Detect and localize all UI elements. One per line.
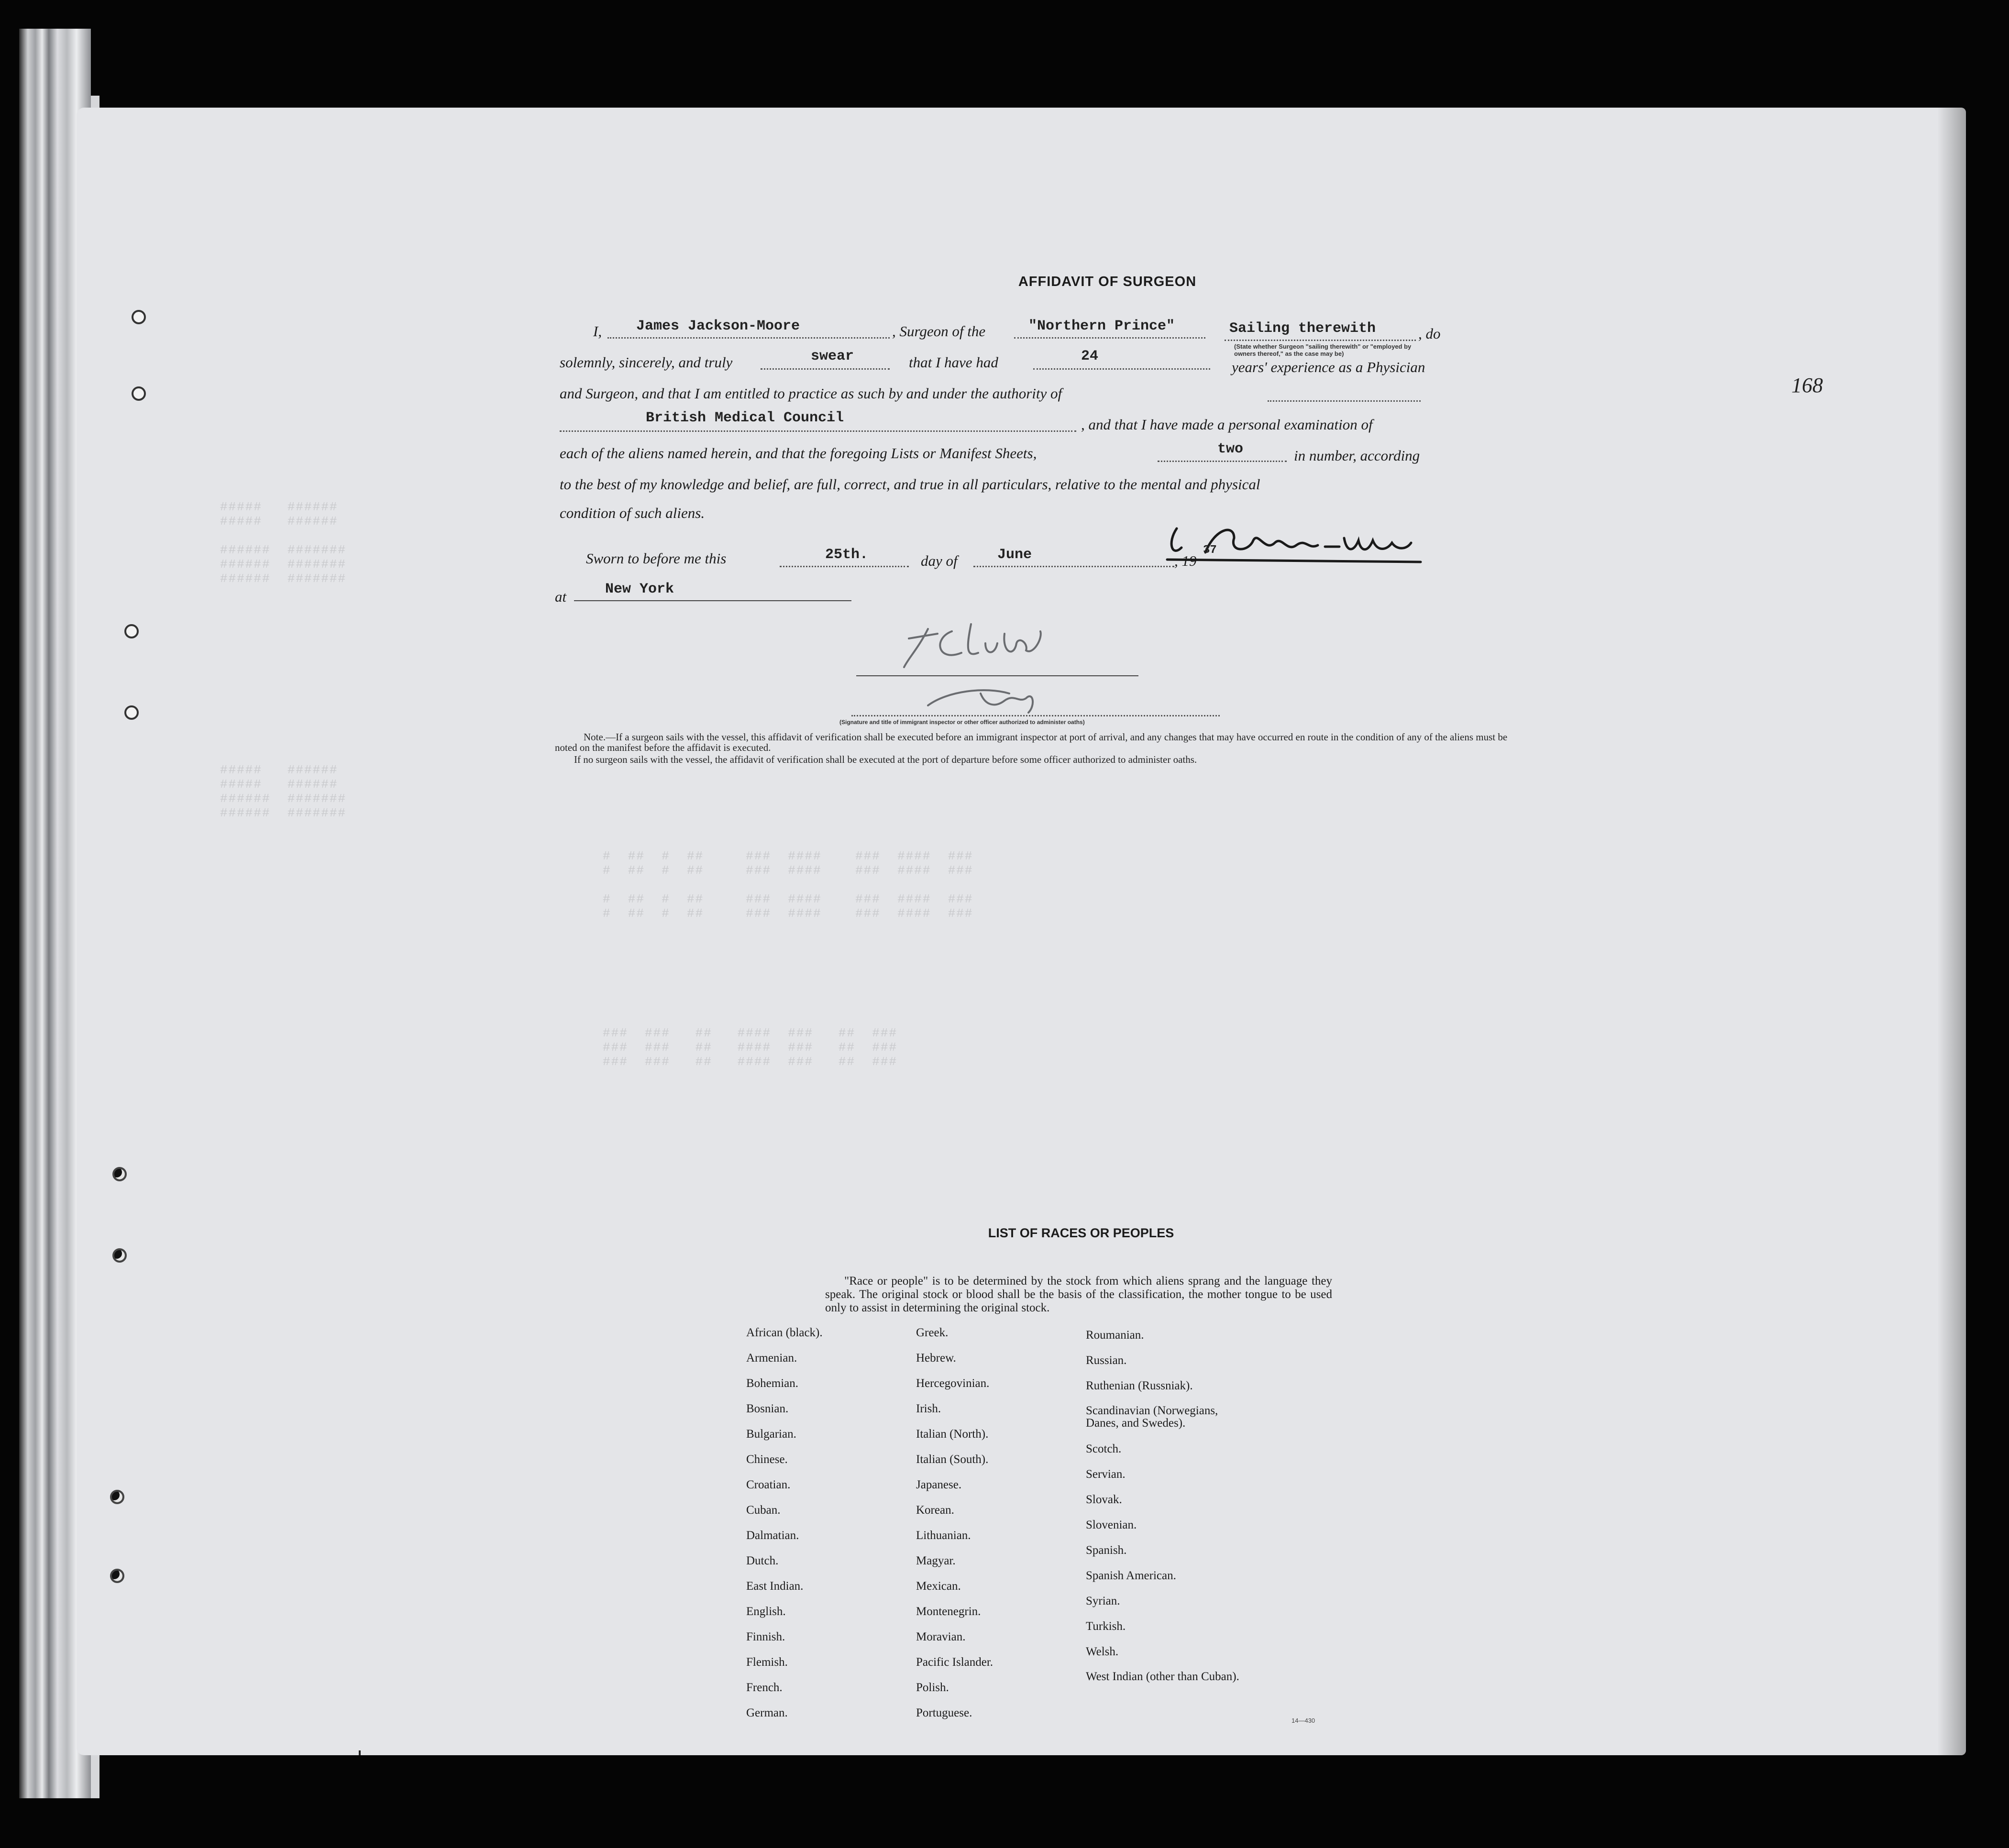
bleed-through-text: ### ### ## #### ### ## ### ### ### ## #### ### ## ### ### ### ## #### ### ## ### bbox=[603, 1026, 898, 1069]
race-item: East Indian. bbox=[746, 1580, 804, 1593]
inspector-caption: (Signature and title of immigrant inspector or other officer authorized to administer oaths) bbox=[839, 719, 1085, 726]
race-item: Hercegovinian. bbox=[916, 1377, 990, 1390]
race-item: Korean. bbox=[916, 1504, 954, 1517]
sworn-year: 37 bbox=[1203, 544, 1217, 557]
page-number: 168 bbox=[1791, 374, 1823, 397]
punch-hole bbox=[112, 1167, 127, 1181]
sworn-month: June bbox=[997, 547, 1032, 563]
race-item: Syrian. bbox=[1086, 1595, 1120, 1607]
race-item: Greek. bbox=[916, 1326, 949, 1339]
race-item: Polish. bbox=[916, 1681, 949, 1694]
affidavit-note: If no surgeon sails with the vessel, the affidavit of verification shall be executed at the port of departure before some officer authorized to administer oaths. bbox=[574, 754, 1197, 765]
race-item: Italian (South). bbox=[916, 1453, 989, 1466]
punch-hole bbox=[112, 1248, 127, 1263]
race-item: Croatian. bbox=[746, 1478, 791, 1491]
race-item: Cuban. bbox=[746, 1504, 781, 1517]
race-item: Magyar. bbox=[916, 1554, 956, 1567]
race-item: Armenian. bbox=[746, 1352, 797, 1364]
inspector-signature bbox=[851, 610, 1148, 717]
oath-type: swear bbox=[811, 348, 854, 364]
race-item: Scotch. bbox=[1086, 1442, 1122, 1455]
years-experience: 24 bbox=[1081, 348, 1099, 364]
punch-hole bbox=[110, 1490, 124, 1504]
surgeon-signature bbox=[1162, 519, 1430, 574]
race-item: Spanish. bbox=[1086, 1544, 1127, 1557]
race-item: Bohemian. bbox=[746, 1377, 799, 1390]
race-item: Pacific Islander. bbox=[916, 1656, 993, 1669]
race-item: Japanese. bbox=[916, 1478, 962, 1491]
race-item: English. bbox=[746, 1605, 786, 1618]
race-item: Irish. bbox=[916, 1402, 941, 1415]
race-item: Finnish. bbox=[746, 1630, 785, 1643]
race-item: Dutch. bbox=[746, 1554, 779, 1567]
race-item: Chinese. bbox=[746, 1453, 788, 1466]
race-item: Italian (North). bbox=[916, 1428, 989, 1441]
race-item: Montenegrin. bbox=[916, 1605, 981, 1618]
race-item: Mexican. bbox=[916, 1580, 961, 1593]
bleed-through-text: ##### ###### ##### ###### ###### ####### ###### ####### bbox=[220, 763, 347, 820]
race-item: French. bbox=[746, 1681, 783, 1694]
race-item: Lithuanian. bbox=[916, 1529, 971, 1542]
punch-hole bbox=[110, 1569, 124, 1583]
races-title: LIST OF RACES OR PEOPLES bbox=[988, 1226, 1174, 1240]
surgeon-status: Sailing therewith bbox=[1229, 320, 1376, 337]
sheet-count: two bbox=[1217, 441, 1244, 457]
races-column-1 bbox=[746, 1320, 823, 1726]
pencil-mark bbox=[359, 1750, 361, 1755]
race-item: Spanish American. bbox=[1086, 1569, 1176, 1582]
sworn-day: 25th. bbox=[825, 547, 869, 563]
punch-hole bbox=[132, 310, 146, 324]
race-item: Slovenian. bbox=[1086, 1518, 1137, 1531]
race-item: Slovak. bbox=[1086, 1493, 1122, 1506]
races-column-2 bbox=[916, 1320, 993, 1726]
punch-hole bbox=[124, 705, 139, 720]
race-item: Bulgarian. bbox=[746, 1428, 796, 1441]
race-item: Russian. bbox=[1086, 1354, 1127, 1367]
form-code: 14—430 bbox=[1292, 1717, 1315, 1724]
race-item: Portuguese. bbox=[916, 1706, 972, 1719]
races-column-3 bbox=[1086, 1322, 1244, 1690]
race-item: Servian. bbox=[1086, 1468, 1126, 1481]
race-item: Flemish. bbox=[746, 1656, 788, 1669]
race-item: Turkish. bbox=[1086, 1620, 1126, 1633]
race-item: Dalmatian. bbox=[746, 1529, 799, 1542]
affidavit-title: AFFIDAVIT OF SURGEON bbox=[1018, 274, 1197, 289]
race-item: Welsh. bbox=[1086, 1645, 1119, 1658]
race-item: German. bbox=[746, 1706, 788, 1719]
race-item: Scandinavian (Norwegians, Danes, and Swedes). bbox=[1086, 1404, 1218, 1430]
race-item: Bosnian. bbox=[746, 1402, 789, 1415]
race-item: Roumanian. bbox=[1086, 1329, 1144, 1342]
surgeon-name: James Jackson-Moore bbox=[636, 318, 800, 334]
licensing-authority: British Medical Council bbox=[646, 410, 844, 426]
race-item: African (black). bbox=[746, 1326, 823, 1339]
race-item: Moravian. bbox=[916, 1630, 966, 1643]
race-item: Hebrew. bbox=[916, 1352, 956, 1364]
status-note: (State whether Surgeon "sailing therewith" or "employed by owners thereof," as the case may be) bbox=[1234, 343, 1412, 357]
races-intro: "Race or people" is to be determined by the stock from which aliens sprang and the language they speak. The original stock or blood shall be the basis of the classification, the mother tongue to be used only to assist in determining the original stock. bbox=[825, 1275, 1332, 1314]
affidavit-note: Note.—If a surgeon sails with the vessel, this affidavit of verification shall be executed before an immigrant inspector at port of arrival, and any changes that may have occurred en route in the condition of any of the aliens must be noted on the manifest before the affidavit is executed. bbox=[555, 731, 1508, 753]
ship-name: "Northern Prince" bbox=[1028, 318, 1175, 334]
sworn-place: New York bbox=[605, 581, 674, 597]
punch-hole bbox=[132, 386, 146, 401]
manifest-page: ##### ###### ##### ###### ###### ####### ###### ####### ###### ####### ##### ###### ##### ###### ###### ####### ###### ####### # ## # ## ### #### ### #### ### # ## # ## ### #### ### #### ### # ## # ## ### #### ### #### ### # ## # ## ### #### ### #### ### ### ### ## #### ### ## ### ### ### ## #### ### ## ### ### ### ## #### ### ## ### AFFIDAVIT OF SURGEON I, James Jackson-Moore , Surgeon of the "Northern Prince" Sailing therewith , do (State whether Surgeon "sailing therewith" or "employed by owners thereof," as the case may be) solemnly, sincerely, and truly swear that I have had 24 years' experience as a Physician and Surgeon, and that I am entitled to practice as such by and under the authority of British Medical Council , and that I have made a personal examination of each of the aliens named herein, and that the foregoing Lists or Manifest Sheets, two in number, according to the best of my knowledge and belief, are full, correct, and true in all particulars, relative to the mental and physical condition of such aliens. Sworn to before me this 25th. day of June , 19 37 at New York (Signature and title of immigrant inspector or other officer authorized to administer oaths) Note.—If a surgeon sails with the vessel, this affidavit of verification shall be executed before an immigrant inspector at port of arrival, and any changes that may have occurred en route in the condition of any of the aliens must be noted on the manifest before the affidavit is executed. If no surgeon sails with the vessel, the affidavit of verification shall be executed at the port of departure before some officer authorized to administer oaths. 168 LIST OF RACES OR PEOPLES "Race or people" is to be determined by the stock from which aliens sprang and the language they speak. The original stock or blood shall be the basis of the classification, the mother tongue to be used only to assist in determining the original stock. African (black). Armenian. Bohemian. Bosnian. Bulgarian. Chinese. Croatian. Cuban. Dalmatian. Dutch. East Indian. English. Finnish. Flemish. French. German. Greek. Hebrew. Hercegovinian. Irish. Italian (North). Italian (South). Japanese. Korean. Lithuanian. Magyar. Mexican. Montenegrin. Moravian. Pacific Islander. Polish. Portuguese. Roumanian. Russian. Ruthenian (Russniak). Scandinavian (Norwegians, Danes, and Swedes). Scotch. Servian. Slovak. Slovenian. Spanish. Spanish American. Syrian. Turkish. Welsh. West Indian (other than Cuban). 14—430 bbox=[77, 108, 1966, 1755]
race-item: West Indian (other than Cuban). bbox=[1086, 1670, 1239, 1683]
punch-hole bbox=[124, 624, 139, 638]
bleed-through-text: # ## # ## ### #### ### #### ### # ## # ## ### #### ### #### ### # ## # ## ### #### ### #### ### # ## # ## ### #### ### #### ### bbox=[603, 849, 973, 921]
race-item: Ruthenian (Russniak). bbox=[1086, 1379, 1193, 1392]
bleed-through-text: ##### ###### ##### ###### ###### ####### ###### ####### ###### ####### bbox=[220, 500, 347, 586]
